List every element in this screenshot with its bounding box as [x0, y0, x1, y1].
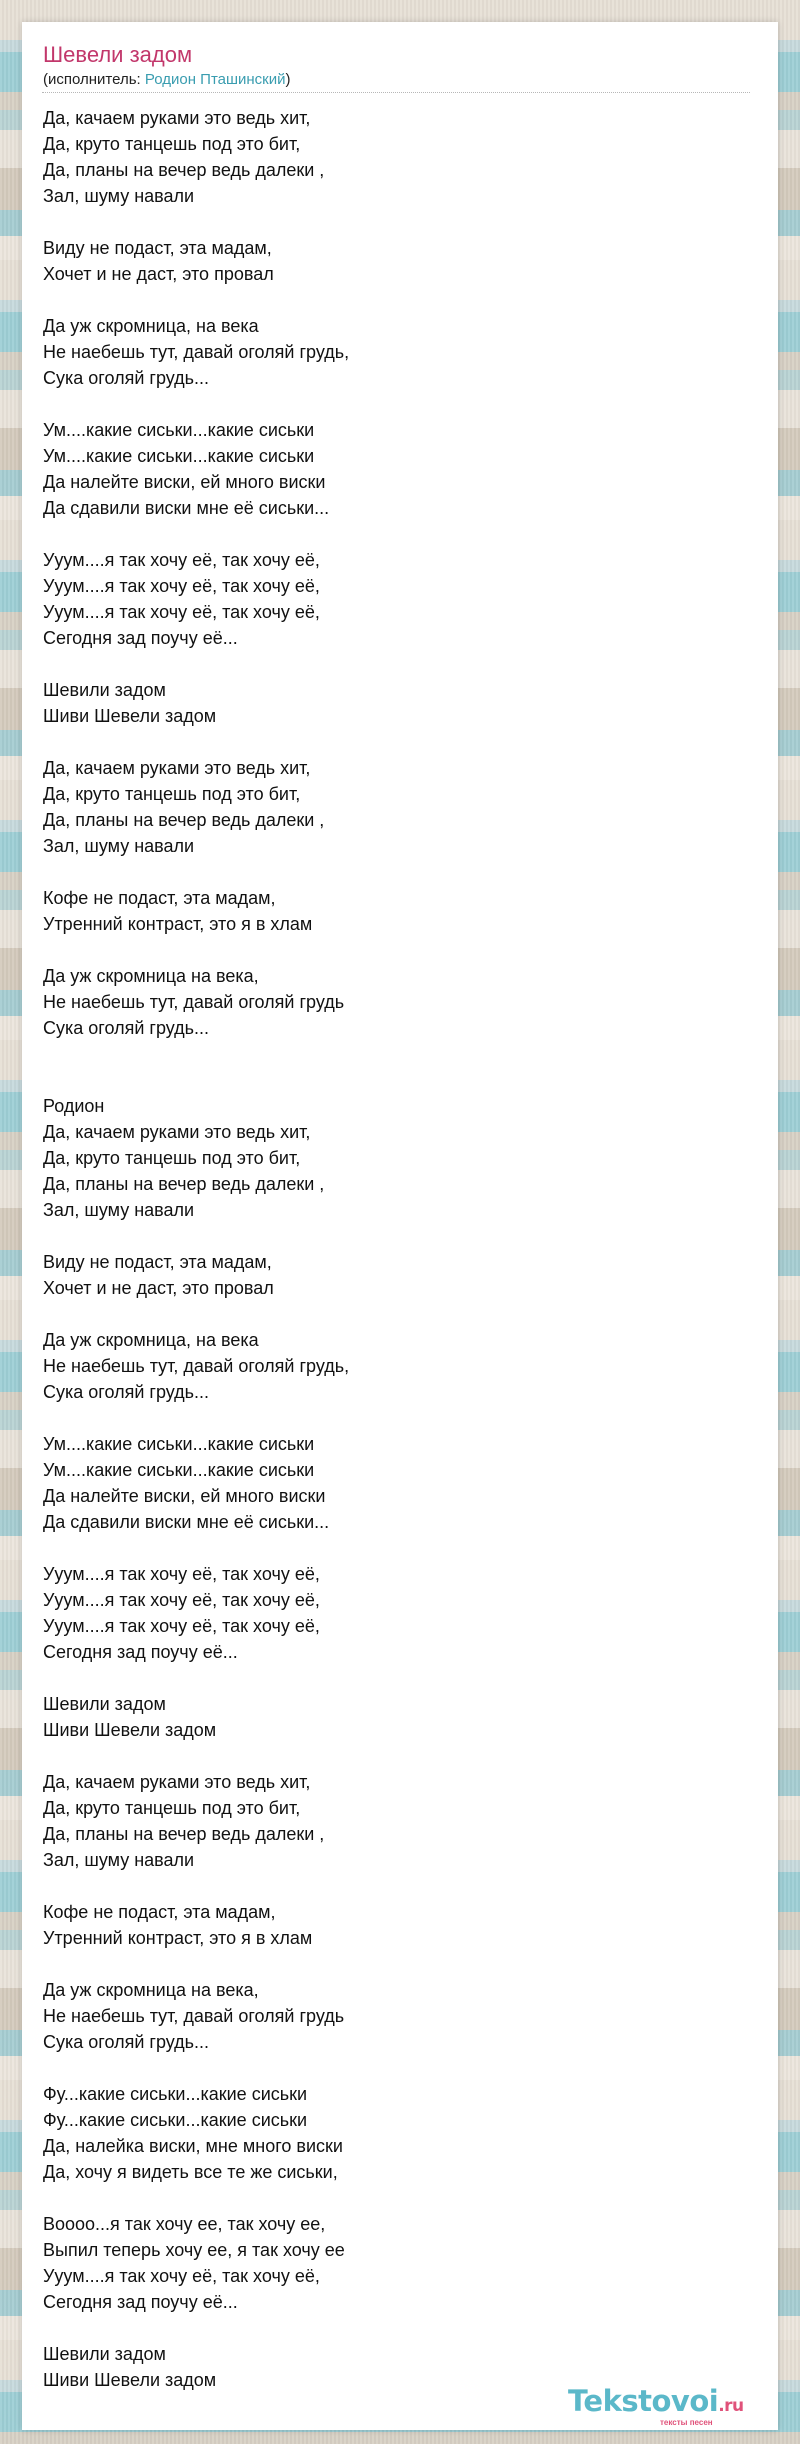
- lyric-line: Ууум....я так хочу её, так хочу её,: [43, 576, 320, 596]
- lyric-blank-line: [43, 729, 743, 755]
- title-divider: [42, 92, 750, 93]
- lyric-line: Ууум....я так хочу её, так хочу её,: [43, 602, 320, 622]
- lyric-blank-line: [43, 287, 743, 313]
- lyric-line: Шевили задом: [43, 2344, 166, 2364]
- lyric-line: Шиви Шевели задом: [43, 1720, 217, 1740]
- lyric-line: Хочет и не даст, это провал: [43, 264, 274, 284]
- lyric-line: Ум....какие сиськи...какие сиськи: [43, 420, 315, 440]
- lyric-line: Не наебешь тут, давай оголяй грудь: [43, 2006, 345, 2026]
- lyric-blank-line: [43, 1665, 743, 1691]
- lyric-line: Виду не подаст, эта мадам,: [43, 238, 272, 258]
- artist-link[interactable]: Родион Пташинский: [144, 71, 286, 88]
- lyric-line: Не наебешь тут, давай оголяй грудь,: [43, 342, 350, 362]
- lyric-line: Кофе не подаст, эта мадам,: [43, 1902, 276, 1922]
- lyric-line: Ууум....я так хочу её, так хочу её,: [43, 1564, 320, 1584]
- lyric-line: Да, круто танцешь под это бит,: [43, 1798, 301, 1818]
- lyric-line: Да сдавили виски мне её сиськи...: [43, 1512, 330, 1532]
- lyric-line: Да уж скромница на века,: [43, 966, 259, 986]
- lyric-line: Сука оголяй грудь...: [43, 368, 210, 388]
- lyric-line: Фу...какие сиськи...какие сиськи: [43, 2110, 308, 2130]
- lyric-line: Ум....какие сиськи...какие сиськи: [43, 446, 315, 466]
- lyric-line: Воооо...я так хочу ее, так хочу ее,: [43, 2214, 326, 2234]
- site-logo[interactable]: [568, 2384, 768, 2426]
- lyric-line: Да, планы на вечер ведь далеки ,: [43, 160, 325, 180]
- lyric-line: Шиви Шевели задом: [43, 2370, 217, 2390]
- lyric-blank-line: [43, 521, 743, 547]
- lyric-blank-line: [43, 1223, 743, 1249]
- lyric-line: Да, налейка виски, мне много виски: [43, 2136, 343, 2156]
- artist-line: [43, 71, 291, 89]
- lyrics-text: [43, 105, 743, 2393]
- lyric-line: Сегодня зад поучу её...: [43, 2292, 238, 2312]
- lyric-line: Виду не подаст, эта мадам,: [43, 1252, 272, 1272]
- lyric-line: Хочет и не даст, это провал: [43, 1278, 274, 1298]
- lyric-line: Зал, шуму навали: [43, 186, 195, 206]
- lyric-line: Да уж скромница на века,: [43, 1980, 259, 2000]
- lyric-blank-line: [43, 2315, 743, 2341]
- lyric-line: Ууум....я так хочу её, так хочу её,: [43, 1590, 320, 1610]
- lyric-line: Фу...какие сиськи...какие сиськи: [43, 2084, 308, 2104]
- song-title: Шевели задом: [43, 42, 193, 67]
- logo-main-text: Tekstovoi: [568, 2384, 719, 2418]
- lyric-blank-line: [43, 1951, 743, 1977]
- lyric-blank-line: [43, 2055, 743, 2081]
- lyric-line: Ууум....я так хочу её, так хочу её,: [43, 550, 320, 570]
- lyric-line: Да, планы на вечер ведь далеки ,: [43, 1824, 325, 1844]
- lyric-line: Ууум....я так хочу её, так хочу её,: [43, 1616, 320, 1636]
- lyric-line: Ум....какие сиськи...какие сиськи: [43, 1434, 315, 1454]
- lyric-line: Да уж скромница, на века: [43, 1330, 259, 1350]
- lyric-blank-line: [43, 1041, 743, 1067]
- lyric-blank-line: [43, 391, 743, 417]
- lyric-line: Родион: [43, 1096, 105, 1116]
- lyric-blank-line: [43, 2185, 743, 2211]
- lyric-blank-line: [43, 1873, 743, 1899]
- lyric-line: Да, качаем руками это ведь хит,: [43, 108, 311, 128]
- lyric-line: Да, планы на вечер ведь далеки ,: [43, 810, 325, 830]
- lyric-line: Кофе не подаст, эта мадам,: [43, 888, 276, 908]
- lyric-line: Сука оголяй грудь...: [43, 1018, 210, 1038]
- lyric-line: Ум....какие сиськи...какие сиськи: [43, 1460, 315, 1480]
- lyric-line: Шиви Шевели задом: [43, 706, 217, 726]
- lyric-blank-line: [43, 1067, 743, 1093]
- logo-tagline: тексты песен: [660, 2418, 713, 2427]
- lyric-line: Да налейте виски, ей много виски: [43, 1486, 326, 1506]
- lyric-blank-line: [43, 651, 743, 677]
- lyric-line: Сука оголяй грудь...: [43, 1382, 210, 1402]
- lyric-blank-line: [43, 1405, 743, 1431]
- lyric-line: Да уж скромница, на века: [43, 316, 259, 336]
- lyric-line: Шевили задом: [43, 680, 166, 700]
- lyric-line: Не наебешь тут, давай оголяй грудь,: [43, 1356, 350, 1376]
- lyric-line: Не наебешь тут, давай оголяй грудь: [43, 992, 345, 1012]
- lyric-line: Да, круто танцешь под это бит,: [43, 1148, 301, 1168]
- lyric-line: Утренний контраст, это я в хлам: [43, 914, 313, 934]
- lyric-line: Да, качаем руками это ведь хит,: [43, 1772, 311, 1792]
- lyric-line: Сегодня зад поучу её...: [43, 628, 238, 648]
- lyric-line: Зал, шуму навали: [43, 1200, 195, 1220]
- lyric-blank-line: [43, 209, 743, 235]
- lyric-line: Да, круто танцешь под это бит,: [43, 784, 301, 804]
- lyric-line: Утренний контраст, это я в хлам: [43, 1928, 313, 1948]
- artist-prefix: (исполнитель:: [43, 71, 145, 88]
- lyric-line: Выпил теперь хочу ее, я так хочу ее: [43, 2240, 345, 2260]
- lyric-line: Зал, шуму навали: [43, 836, 195, 856]
- lyric-blank-line: [43, 937, 743, 963]
- lyric-line: Да сдавили виски мне её сиськи...: [43, 498, 330, 518]
- lyric-line: Да, круто танцешь под это бит,: [43, 134, 301, 154]
- artist-suffix: ): [285, 71, 291, 88]
- lyric-blank-line: [43, 1301, 743, 1327]
- lyric-blank-line: [43, 1743, 743, 1769]
- lyric-line: Да, планы на вечер ведь далеки ,: [43, 1174, 325, 1194]
- lyric-line: Да налейте виски, ей много виски: [43, 472, 326, 492]
- lyric-line: Да, качаем руками это ведь хит,: [43, 758, 311, 778]
- logo-domain-suffix: .ru: [718, 2396, 744, 2416]
- lyric-blank-line: [43, 859, 743, 885]
- logo-wordmark[interactable]: [568, 2384, 744, 2423]
- lyric-line: Да, хочу я видеть все те же сиськи,: [43, 2162, 338, 2182]
- lyric-line: Шевили задом: [43, 1694, 166, 1714]
- lyric-line: Ууум....я так хочу её, так хочу её,: [43, 2266, 320, 2286]
- lyric-line: Зал, шуму навали: [43, 1850, 195, 1870]
- lyric-line: Сегодня зад поучу её...: [43, 1642, 238, 1662]
- lyric-line: Сука оголяй грудь...: [43, 2032, 210, 2052]
- lyric-blank-line: [43, 1535, 743, 1561]
- lyric-line: Да, качаем руками это ведь хит,: [43, 1122, 311, 1142]
- lyrics-card: [22, 22, 778, 2430]
